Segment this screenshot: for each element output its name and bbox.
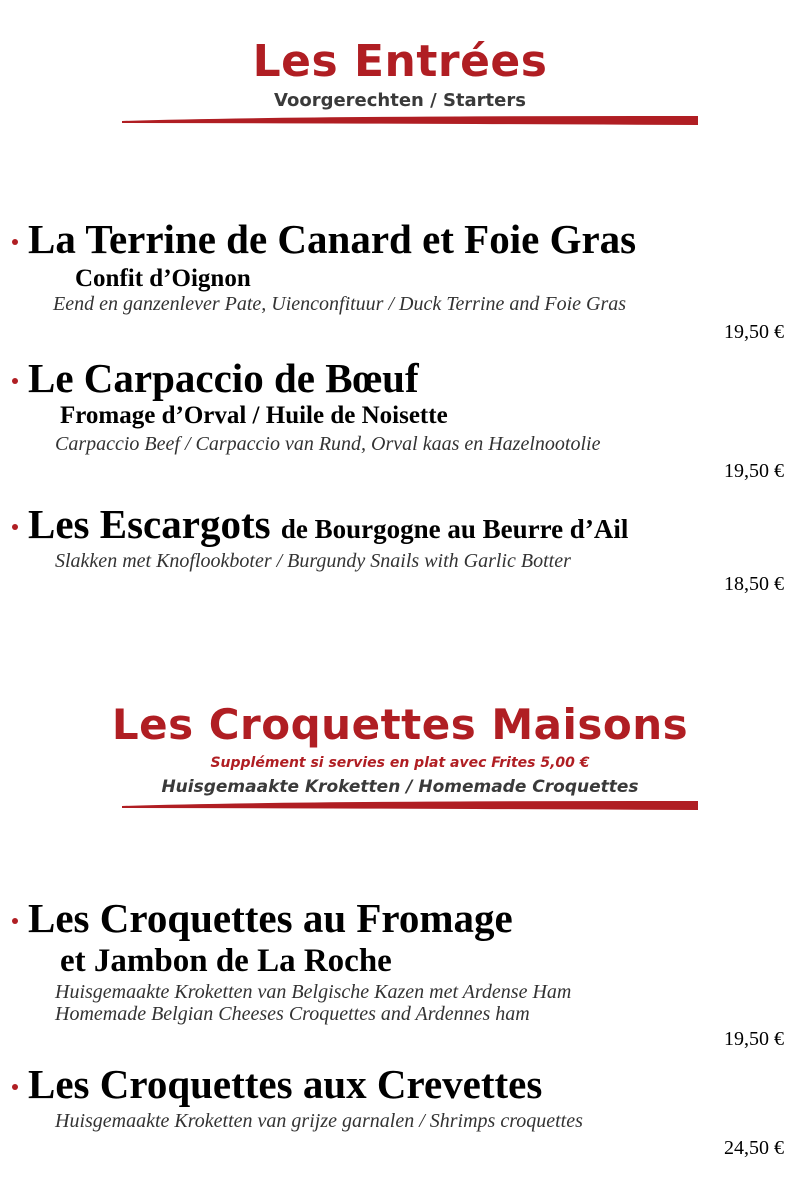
menu-item-title: Le Carpaccio de Bœuf — [12, 358, 419, 399]
menu-item-description: Eend en ganzenlever Pate, Uienconfituur / Duck Terrine and Foie Gras — [53, 293, 627, 315]
menu-item-subtitle: Fromage d’Orval / Huile de Noisette — [60, 402, 448, 429]
menu-item-price: 18,50 € — [724, 573, 784, 595]
menu-item-title-suffix: de Bourgogne au Beurre d’Ail — [280, 514, 629, 544]
bullet-icon — [12, 378, 18, 384]
section-subtitle-entrees: Voorgerechten / Starters — [274, 90, 526, 111]
section-title-entrees: Les Entrées — [252, 36, 548, 87]
menu-item-title: La Terrine de Canard et Foie Gras — [12, 219, 636, 260]
supplement-note: Supplément si servies en plat avec Frites 5,00 € — [210, 755, 590, 771]
menu-item-title: Les Escargots de Bourgogne au Beurre d’Ail — [12, 504, 628, 545]
menu-item-description: Slakken met Knoflookboter / Burgundy Snails with Garlic Botter — [55, 550, 571, 572]
menu-item-price: 19,50 € — [724, 1028, 784, 1050]
bullet-icon — [12, 1084, 18, 1090]
menu-item-price: 19,50 € — [724, 460, 784, 482]
menu-item-description: Huisgemaakte Kroketten van grijze garnalen / Shrimps croquettes — [55, 1110, 583, 1132]
section-subtitle-croquettes: Huisgemaakte Kroketten / Homemade Croquettes — [161, 777, 639, 797]
menu-item-title: Les Croquettes au Fromage — [12, 898, 513, 939]
menu-item-subtitle: Confit d’Oignon — [75, 265, 251, 292]
menu-item-subtitle: et Jambon de La Roche — [60, 943, 392, 979]
section-title-croquettes: Les Croquettes Maisons — [111, 700, 689, 749]
bullet-icon — [12, 239, 18, 245]
bullet-icon — [12, 918, 18, 924]
menu-item-description: Carpaccio Beef / Carpaccio van Rund, Orval kaas en Hazelnootolie — [55, 433, 601, 455]
menu-item-description: Huisgemaakte Kroketten van Belgische Kazen met Ardense Ham — [55, 981, 572, 1003]
menu-item-price: 19,50 € — [724, 321, 784, 343]
menu-item-description: Homemade Belgian Cheeses Croquettes and Ardennes ham — [55, 1003, 530, 1025]
menu-item-title: Les Croquettes aux Crevettes — [12, 1064, 542, 1105]
bullet-icon — [12, 524, 18, 530]
menu-item-price: 24,50 € — [724, 1137, 784, 1159]
